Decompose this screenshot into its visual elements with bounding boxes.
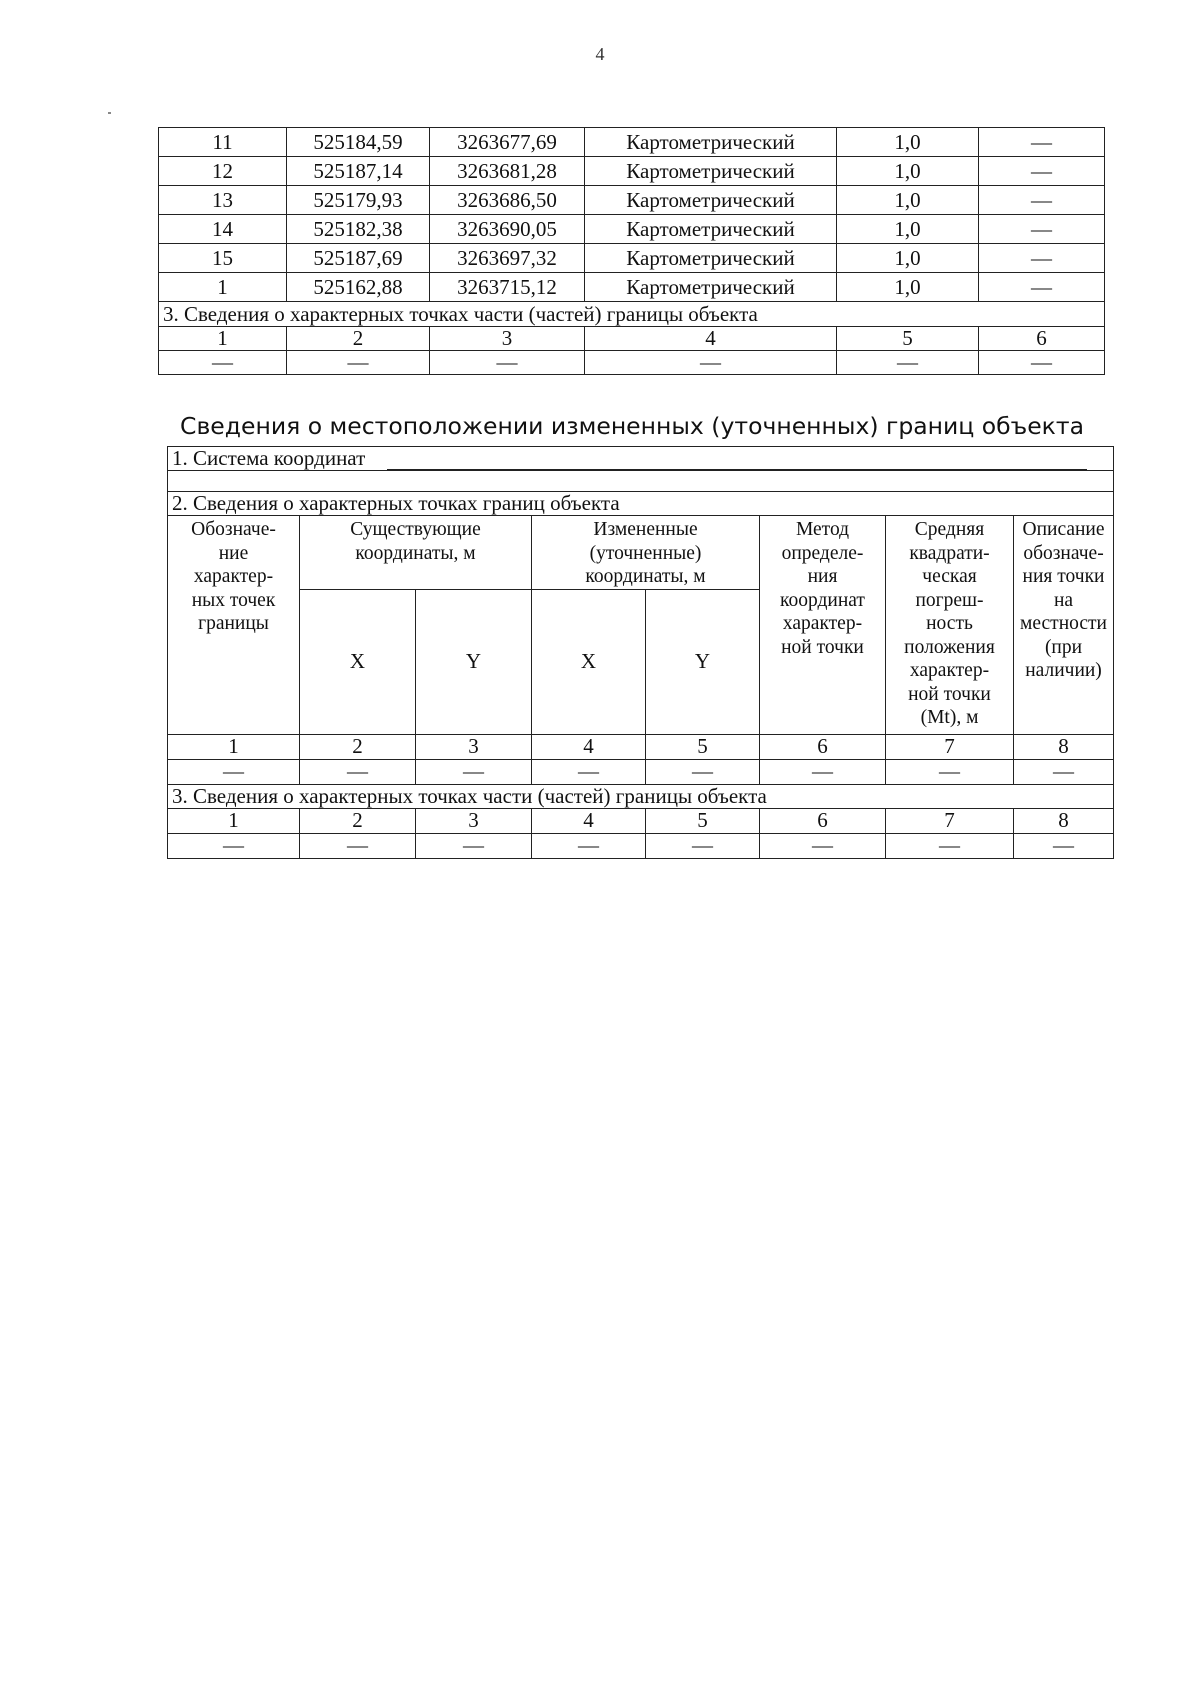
table-cell: 15 bbox=[159, 244, 287, 273]
section-2-title: 2. Сведения о характерных точках границ объекта bbox=[168, 492, 1114, 516]
header-line: (уточненные) bbox=[589, 542, 702, 564]
column-number: 2 bbox=[300, 734, 416, 759]
column-number: 4 bbox=[532, 734, 646, 759]
table-cell: — bbox=[416, 759, 532, 784]
header-existing-coordinates bbox=[300, 516, 532, 590]
header-line: границы bbox=[198, 613, 269, 634]
table-cell: 1,0 bbox=[837, 273, 979, 302]
table-cell: 3263697,32 bbox=[430, 244, 585, 273]
header-line: (Mt), м bbox=[920, 707, 979, 728]
section-1-title: 1. Система координат bbox=[172, 446, 366, 470]
table-cell: — bbox=[168, 833, 300, 858]
table-cell: 525184,59 bbox=[287, 128, 430, 157]
table-cell: — bbox=[646, 833, 760, 858]
column-number: 5 bbox=[837, 327, 979, 351]
table-cell: 525187,69 bbox=[287, 244, 430, 273]
section-row bbox=[168, 492, 1114, 516]
table-cell: Картометрический bbox=[585, 244, 837, 273]
table-cell: — bbox=[979, 244, 1105, 273]
header-line: ния bbox=[807, 566, 838, 587]
section-title: Сведения о местоположении измененных (уточненных) границ объекта bbox=[180, 412, 1084, 440]
column-number: 2 bbox=[287, 327, 430, 351]
header-row bbox=[168, 516, 1114, 590]
section-row bbox=[168, 784, 1114, 808]
header-line: координат bbox=[780, 589, 865, 611]
table-cell: — bbox=[1014, 759, 1114, 784]
table-cell: — bbox=[760, 833, 886, 858]
header-method bbox=[760, 516, 886, 735]
column-number: 3 bbox=[416, 734, 532, 759]
table-cell: 1,0 bbox=[837, 186, 979, 215]
table-cell: — bbox=[287, 351, 430, 375]
column-number: 7 bbox=[886, 734, 1014, 759]
table-cell: Картометрический bbox=[585, 273, 837, 302]
table-row bbox=[159, 244, 1105, 273]
header-line: Описание bbox=[1022, 519, 1105, 540]
table-cell: — bbox=[300, 833, 416, 858]
section-row bbox=[168, 447, 1114, 471]
column-number: 5 bbox=[646, 808, 760, 833]
header-line: обозначе- bbox=[1023, 542, 1104, 564]
column-number: 1 bbox=[159, 327, 287, 351]
table-cell: — bbox=[979, 273, 1105, 302]
scan-mark bbox=[108, 112, 111, 114]
table-cell: 14 bbox=[159, 215, 287, 244]
column-number: 7 bbox=[886, 808, 1014, 833]
table-cell: 525179,93 bbox=[287, 186, 430, 215]
table-cell: — bbox=[585, 351, 837, 375]
column-number: 4 bbox=[585, 327, 837, 351]
column-number: 6 bbox=[979, 327, 1105, 351]
table-cell: — bbox=[1014, 833, 1114, 858]
table-cell: — bbox=[760, 759, 886, 784]
header-line: погреш- bbox=[915, 589, 984, 611]
header-line: характер- bbox=[909, 660, 990, 681]
page-number: 4 bbox=[595, 44, 605, 64]
table-cell: 1 bbox=[159, 273, 287, 302]
table-cell: — bbox=[979, 351, 1105, 375]
header-line: Средняя bbox=[914, 519, 985, 540]
table-cell: — bbox=[886, 833, 1014, 858]
section-3-title: 3. Сведения о характерных точках части (частей) границы объекта bbox=[159, 302, 1105, 327]
header-line: определе- bbox=[781, 542, 864, 564]
column-number: 6 bbox=[760, 734, 886, 759]
header-line: Метод bbox=[795, 519, 850, 540]
table-cell: 11 bbox=[159, 128, 287, 157]
table-cell: Картометрический bbox=[585, 128, 837, 157]
table-cell: — bbox=[979, 186, 1105, 215]
table-cell: — bbox=[886, 759, 1014, 784]
column-numbers-row bbox=[159, 327, 1105, 351]
table-cell: — bbox=[430, 351, 585, 375]
header-line: квадрати- bbox=[909, 542, 990, 564]
table-cell: — bbox=[416, 833, 532, 858]
header-line: ной точки bbox=[908, 683, 991, 705]
subheader-y: Y bbox=[646, 589, 760, 734]
header-line: ческая bbox=[922, 566, 977, 587]
table-cell: 525187,14 bbox=[287, 157, 430, 186]
dash-row bbox=[159, 351, 1105, 375]
table-row bbox=[159, 128, 1105, 157]
header-designation bbox=[168, 516, 300, 735]
column-number: 5 bbox=[646, 734, 760, 759]
table-cell: 525162,88 bbox=[287, 273, 430, 302]
header-line: Измененные bbox=[593, 519, 698, 540]
subheader-x: X bbox=[532, 589, 646, 734]
table-cell: 1,0 bbox=[837, 244, 979, 273]
section-row bbox=[159, 302, 1105, 327]
header-line: характер- bbox=[193, 566, 274, 587]
table-cell: — bbox=[300, 759, 416, 784]
coordinates-table bbox=[158, 127, 1105, 375]
table-cell: 3263715,12 bbox=[430, 273, 585, 302]
dash-row bbox=[168, 833, 1114, 858]
header-line: местности bbox=[1020, 613, 1107, 634]
table-cell: 3263690,05 bbox=[430, 215, 585, 244]
table-cell: — bbox=[837, 351, 979, 375]
table-row bbox=[159, 215, 1105, 244]
column-numbers-row bbox=[168, 734, 1114, 759]
table-row bbox=[159, 157, 1105, 186]
coordinate-system-blank-line bbox=[387, 451, 1087, 470]
header-line: координаты, м bbox=[585, 566, 706, 587]
coordinate-system-row bbox=[168, 447, 1114, 471]
column-number: 1 bbox=[168, 808, 300, 833]
table-row bbox=[159, 186, 1105, 215]
header-line: положения bbox=[904, 636, 995, 658]
header-mean-error bbox=[886, 516, 1014, 735]
table-cell: Картометрический bbox=[585, 157, 837, 186]
blank-cell bbox=[168, 471, 1114, 492]
table-cell: 1,0 bbox=[837, 215, 979, 244]
header-line: координаты, м bbox=[355, 542, 476, 564]
subheader-y: Y bbox=[416, 589, 532, 734]
column-number: 3 bbox=[416, 808, 532, 833]
blank-row bbox=[168, 471, 1114, 492]
column-number: 8 bbox=[1014, 734, 1114, 759]
table-cell: Картометрический bbox=[585, 186, 837, 215]
header-line: ной точки bbox=[781, 636, 864, 658]
changed-boundaries-table bbox=[167, 446, 1114, 859]
header-line: ние bbox=[218, 542, 249, 564]
subheader-x: X bbox=[300, 589, 416, 734]
table-cell: — bbox=[159, 351, 287, 375]
table-cell: 12 bbox=[159, 157, 287, 186]
table-row bbox=[159, 273, 1105, 302]
table-cell: 3263686,50 bbox=[430, 186, 585, 215]
column-number: 2 bbox=[300, 808, 416, 833]
table-cell: — bbox=[979, 215, 1105, 244]
column-number: 1 bbox=[168, 734, 300, 759]
header-line: Существующие bbox=[350, 519, 481, 540]
column-number: 6 bbox=[760, 808, 886, 833]
header-line: ных точек bbox=[191, 589, 276, 611]
table-cell: 1,0 bbox=[837, 128, 979, 157]
column-number: 8 bbox=[1014, 808, 1114, 833]
table-cell: Картометрический bbox=[585, 215, 837, 244]
header-line: наличии) bbox=[1025, 660, 1102, 681]
dash-row bbox=[168, 759, 1114, 784]
table-cell: — bbox=[979, 157, 1105, 186]
column-numbers-row bbox=[168, 808, 1114, 833]
table-cell: 525182,38 bbox=[287, 215, 430, 244]
section-3-title: 3. Сведения о характерных точках части (частей) границы объекта bbox=[168, 784, 1114, 808]
table-cell: 3263677,69 bbox=[430, 128, 585, 157]
table-cell: 13 bbox=[159, 186, 287, 215]
header-description bbox=[1014, 516, 1114, 735]
table-cell: 1,0 bbox=[837, 157, 979, 186]
table-cell: 3263681,28 bbox=[430, 157, 585, 186]
header-line: (при bbox=[1044, 636, 1083, 658]
column-number: 4 bbox=[532, 808, 646, 833]
table-cell: — bbox=[532, 833, 646, 858]
table-cell: — bbox=[532, 759, 646, 784]
header-line: Обозначе- bbox=[191, 519, 276, 540]
table-cell: — bbox=[646, 759, 760, 784]
table-cell: — bbox=[979, 128, 1105, 157]
header-line: характер- bbox=[782, 613, 863, 634]
header-line: ния точки bbox=[1022, 566, 1105, 587]
header-line: на bbox=[1053, 589, 1074, 611]
column-number: 3 bbox=[430, 327, 585, 351]
table-cell: — bbox=[168, 759, 300, 784]
header-line: ность bbox=[926, 613, 973, 634]
header-changed-coordinates bbox=[532, 516, 760, 590]
